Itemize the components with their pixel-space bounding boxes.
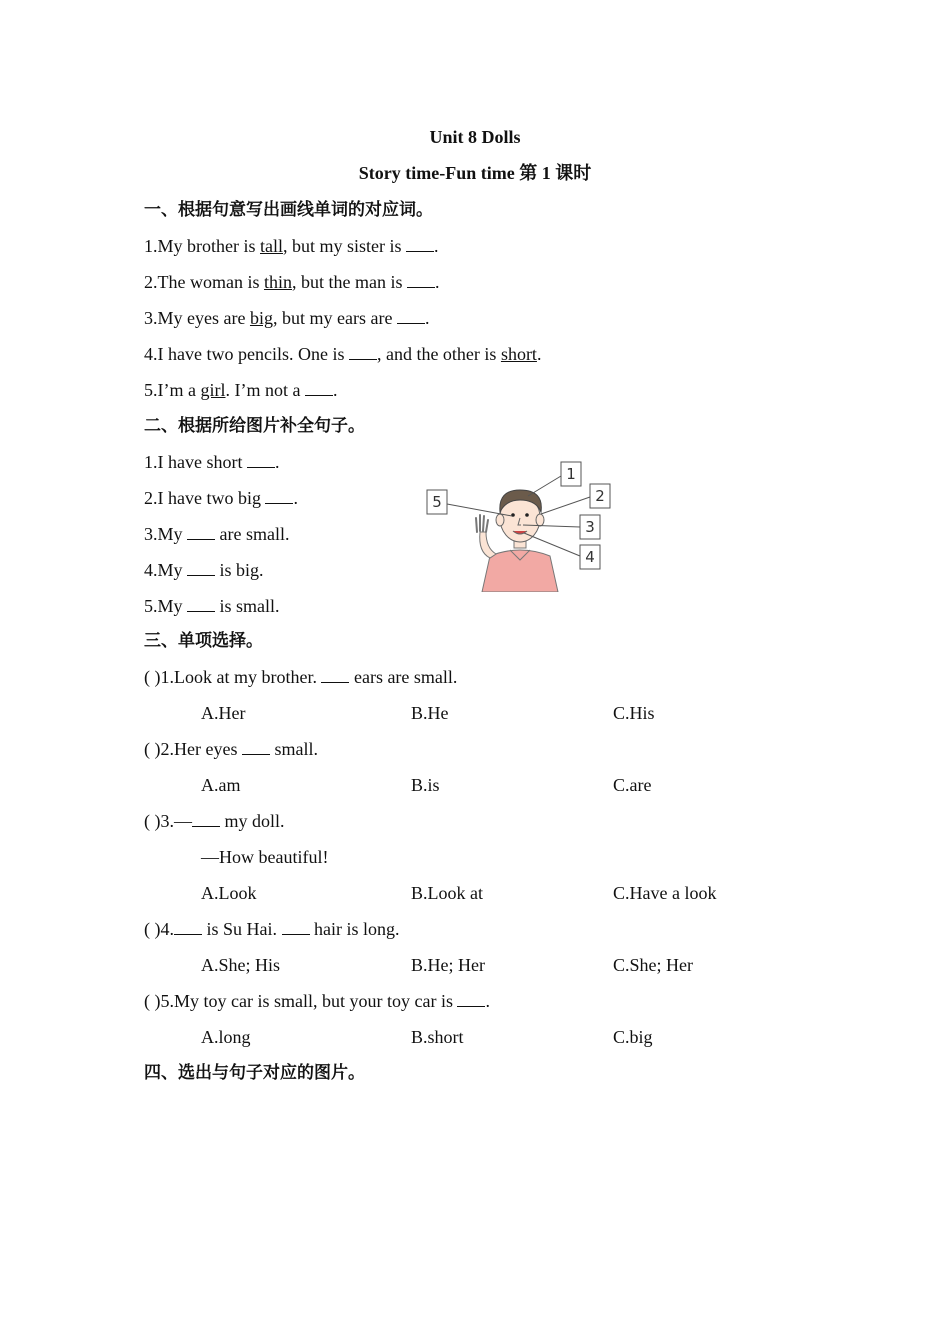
q4-stem: ( )4. is Su Hai. hair is long. [144,919,400,939]
label-3: 3 [585,518,595,536]
q3-stem: ( )3.— my doll. [144,811,285,831]
q3-option-a[interactable]: A.Look [201,883,257,903]
q5-stem: ( )5.My toy car is small, but your toy car is . [144,991,490,1011]
ear-shape [536,514,544,526]
q2-option-b[interactable]: B.is [411,775,440,795]
boy-face-labels-picture [420,452,625,592]
label-4: 4 [585,548,595,566]
section4-heading: 四、选出与句子对应的图片。 [144,1063,365,1083]
answer-blank[interactable] [321,666,349,683]
s2-item-1: 1.I have short . [144,452,280,472]
answer-blank[interactable] [192,810,220,827]
q5-option-a[interactable]: A.long [201,1027,251,1047]
answer-blank[interactable] [187,559,215,576]
answer-blank[interactable] [242,738,270,755]
answer-blank[interactable] [407,271,435,288]
s1-item-4: 4.I have two pencils. One is , and the other is short. [144,344,542,364]
s1-item-2: 2.The woman is thin, but the man is . [144,272,440,292]
s2-item-5: 5.My is small. [144,596,280,616]
answer-blank[interactable] [187,523,215,540]
answer-blank[interactable] [397,307,425,324]
answer-blank[interactable] [187,595,215,612]
q5-option-c[interactable]: C.big [613,1027,653,1047]
underlined-word: short [500,344,537,364]
page-subtitle: Story time-Fun time 第 1 课时 [358,163,592,183]
q3-reply: —How beautiful! [201,847,329,867]
answer-blank[interactable] [457,990,485,1007]
label-5: 5 [432,493,442,511]
section3-heading: 三、单项选择。 [144,631,263,651]
q1-option-a[interactable]: A.Her [201,703,246,723]
q1-option-c[interactable]: C.His [613,703,655,723]
arm-shape [480,532,496,558]
eye-shape [525,513,529,517]
s2-item-3: 3.My are small. [144,524,290,544]
q3-option-c[interactable]: C.Have a look [613,883,717,903]
answer-blank[interactable] [282,918,310,935]
q2-stem: ( )2.Her eyes small. [144,739,318,759]
answer-blank[interactable] [174,918,202,935]
section1-heading: 一、根据句意写出画线单词的对应词。 [144,200,433,220]
s1-item-1: 1.My brother is tall, but my sister is . [144,236,439,256]
q1-option-b[interactable]: B.He [411,703,449,723]
label-1: 1 [566,465,576,483]
s2-item-2: 2.I have two big . [144,488,298,508]
section2-heading: 二、根据所给图片补全句子。 [144,416,365,436]
s2-item-4: 4.My is big. [144,560,264,580]
q2-option-c[interactable]: C.are [613,775,652,795]
label-2: 2 [595,487,605,505]
answer-blank[interactable] [349,343,377,360]
answer-blank[interactable] [406,235,434,252]
ear-shape [496,514,504,526]
answer-blank[interactable] [305,379,333,396]
q4-option-c[interactable]: C.She; Her [613,955,693,975]
q2-option-a[interactable]: A.am [201,775,241,795]
q5-option-b[interactable]: B.short [411,1027,464,1047]
hand-shape [476,515,488,532]
q1-stem: ( )1.Look at my brother. ears are small. [144,667,458,687]
underlined-word: tall [260,236,283,256]
underlined-word: girl [200,380,226,400]
answer-blank[interactable] [247,451,275,468]
q4-option-a[interactable]: A.She; His [201,955,281,975]
underlined-word: big [249,308,273,328]
page-title: Unit 8 Dolls [429,127,521,147]
answer-blank[interactable] [265,487,293,504]
underlined-word: thin [263,272,292,292]
s1-item-3: 3.My eyes are big, but my ears are . [144,308,430,328]
s1-item-5: 5.I’m a girl. I’m not a . [144,380,338,400]
q4-option-b[interactable]: B.He; Her [411,955,485,975]
q3-option-b[interactable]: B.Look at [411,883,483,903]
